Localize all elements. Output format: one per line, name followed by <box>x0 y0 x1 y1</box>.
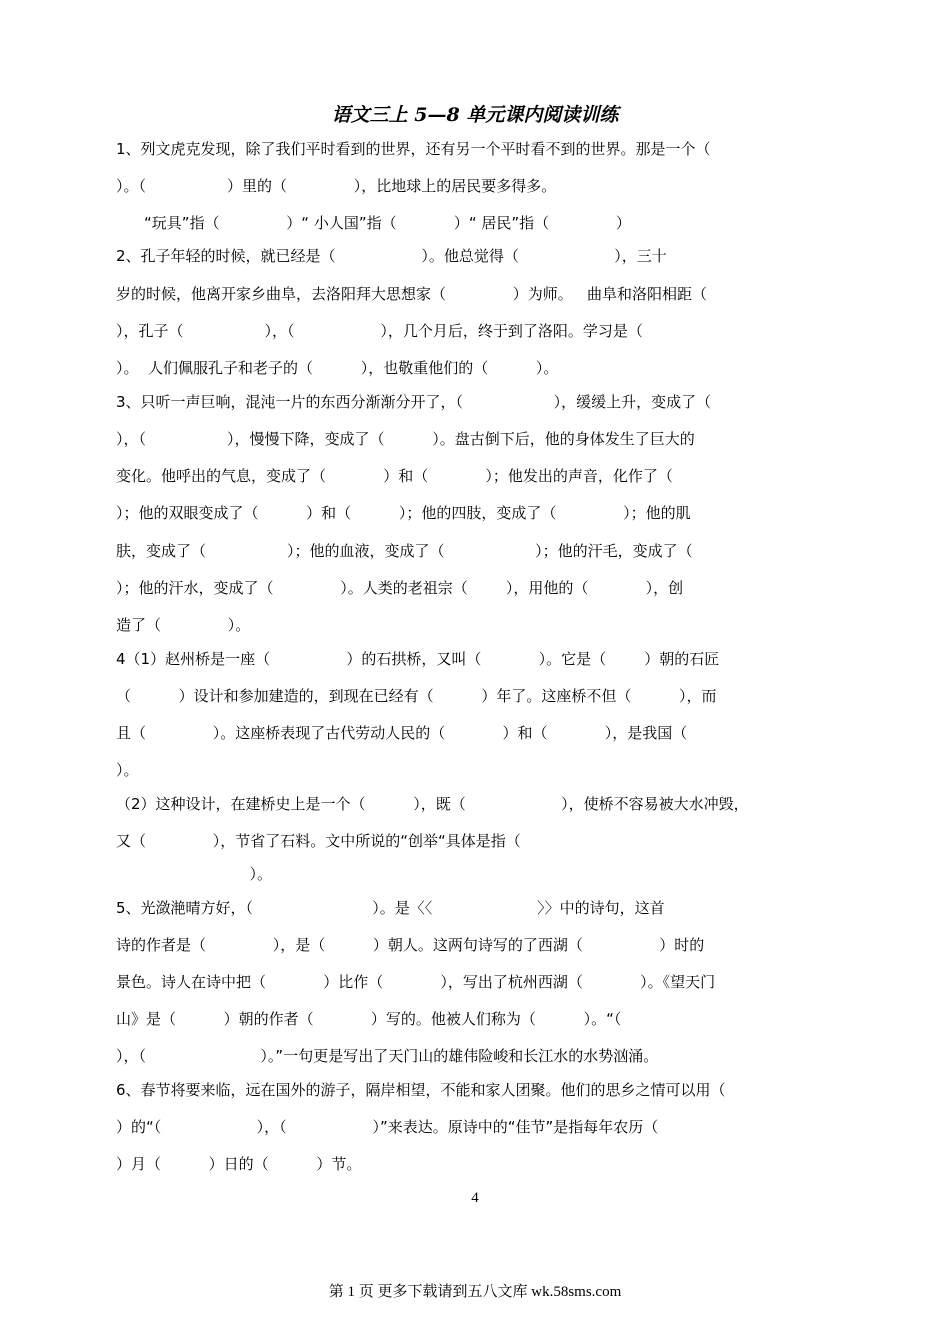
text-line: ）。（ ）里的（ ），比地球上的居民要多得多。 <box>116 177 557 195</box>
text-line: ）。 <box>116 761 139 779</box>
text-line: 3、只听一声巨响，混沌一片的东西分渐渐分开了，（ ），缓缓上升，变成了（ <box>116 393 712 411</box>
text-line: 肤，变成了（ ）；他的血液，变成了（ ）；他的汗毛，变成了（ <box>116 542 693 560</box>
text-line: 变化。他呼出的气息，变成了（ ）和（ ）；他发出的声音，化作了（ <box>116 467 673 485</box>
text-line: 6、春节将要来临，远在国外的游子，隔岸相望，不能和家人团聚。他们的思乡之情可以用（ <box>116 1081 726 1099</box>
text-line: ）。 <box>116 865 273 883</box>
text-line: 4（1）赵州桥是一座（ ）的石拱桥，又叫（ ）。它是（ ）朝的石匠 <box>116 650 720 668</box>
text-line: 又（ ），节省了石料。文中所说的“创举“具体是指（ <box>116 832 521 850</box>
text-line: ），（ ）。”一句更是写出了天门山的雄伟险峻和长江水的水势汹涌。 <box>116 1047 659 1065</box>
text-line: 造了（ ）。 <box>116 616 251 634</box>
text-line: 山》是（ ）朝的作者（ ）写的。他被人们称为（ ）。“（ <box>116 1010 622 1028</box>
text-line: ），孔子（ ），（ ），几个月后，终于到了洛阳。学习是（ <box>116 322 643 340</box>
text-line: （ ）设计和参加建造的，到现在已经有（ ）年了。这座桥不但（ ），而 <box>116 687 717 705</box>
text-line: ）。 人们佩服孔子和老子的（ ），也敬重他们的（ ）。 <box>116 359 559 377</box>
text-line: 岁的时候，他离开家乡曲阜，去洛阳拜大思想家（ ）为师。 曲阜和洛阳相距（ <box>116 285 708 303</box>
text-line: ），（ ），慢慢下降，变成了（ ）。盘古倒下后，他的身体发生了巨大的 <box>116 430 695 448</box>
page-footer: 第 1 页 更多下载请到五八文库 wk.58sms.com <box>328 1284 622 1300</box>
text-line: ）；他的双眼变成了（ ）和（ ）；他的四肢，变成了（ ）；他的肌 <box>116 504 691 522</box>
page-number: 4 <box>471 1190 479 1206</box>
page-title: 语文三上 5—8 单元课内阅读训练 <box>331 104 619 126</box>
text-line: 1、列文虎克发现，除了我们平时看到的世界，还有另一个平时看不到的世界。那是一个（ <box>116 140 711 158</box>
text-line: “玩具”指（ ）“ 小人国”指（ ）“ 居民”指（ ） <box>144 214 631 232</box>
text-line: 景色。诗人在诗中把（ ）比作（ ），写出了杭州西湖（ ）。《望天门 <box>116 973 716 991</box>
text-line: ）的“（ ），（ ）”来表达。原诗中的“佳节”是指每年农历（ <box>116 1118 659 1136</box>
text-line: ）月（ ）日的（ ）节。 <box>116 1155 362 1173</box>
text-line: 且（ ）。这座桥表现了古代劳动人民的（ ）和（ ），是我国（ <box>116 724 688 742</box>
text-line: ）；他的汗水，变成了（ ）。人类的老祖宗（ ），用他的（ ），创 <box>116 579 684 597</box>
text-line: （2）这种设计，在建桥史上是一个（ ），既（ ），使桥不容易被大水冲毁， <box>116 795 749 813</box>
text-line: 5、光潋滟晴方好，（ ）。是〈〈 〉〉中的诗句，这首 <box>116 899 665 917</box>
text-line: 2、孔子年轻的时候，就已经是（ ）。他总觉得（ ），三十 <box>116 247 667 265</box>
text-line: 诗的作者是（ ），是（ ）朝人。这两句诗写的了西湖（ ）时的 <box>116 936 705 954</box>
